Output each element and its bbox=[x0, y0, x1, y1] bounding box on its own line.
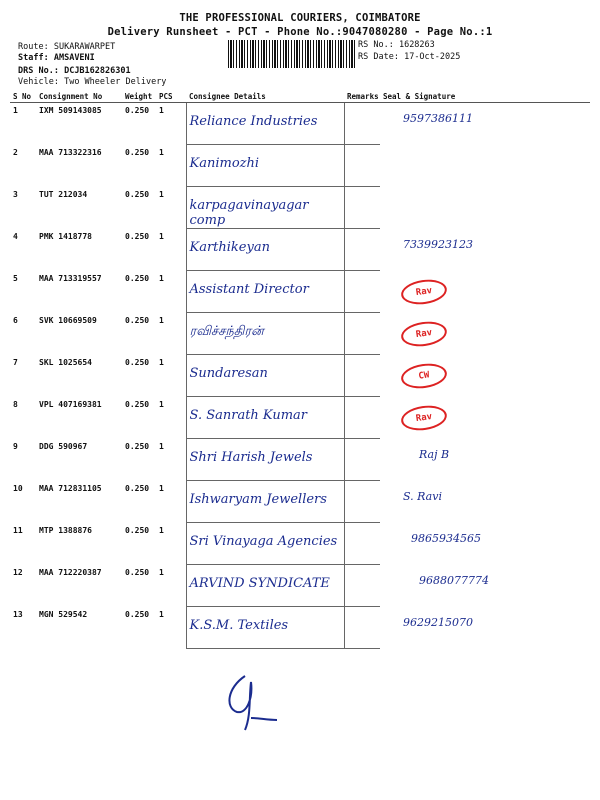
staff-label: Staff: bbox=[18, 53, 49, 63]
consignee-handwriting: Ishwaryam Jewellers bbox=[189, 492, 327, 507]
signature-text: 9629215070 bbox=[403, 615, 473, 629]
row-remarks bbox=[344, 145, 380, 187]
seal-stamp: CW bbox=[400, 360, 449, 390]
signature-text: S. Ravi bbox=[403, 489, 442, 503]
row-sno: 2 bbox=[13, 147, 18, 157]
row-pcs: 1 bbox=[159, 357, 164, 367]
col-pcs: PCS bbox=[156, 90, 186, 103]
row-signature bbox=[380, 313, 590, 355]
row-sno: 7 bbox=[13, 357, 18, 367]
row-sno: 5 bbox=[13, 273, 18, 283]
consignee-handwriting: ரவிச்சந்திரன் bbox=[189, 324, 264, 339]
signature-text: 9865934565 bbox=[411, 531, 481, 545]
row-consignment: IXM 509143085 bbox=[39, 106, 102, 115]
row-consignment: MAA 712831105 bbox=[39, 483, 102, 493]
seal-stamp: Rav bbox=[400, 276, 449, 306]
row-consignee bbox=[186, 397, 344, 439]
consignee-handwriting: S. Sanrath Kumar bbox=[189, 408, 308, 423]
row-remarks bbox=[344, 607, 380, 649]
vehicle-value: Two Wheeler Delivery bbox=[64, 77, 167, 87]
consignee-handwriting: Sri Vinayaga Agencies bbox=[189, 534, 338, 549]
row-remarks bbox=[344, 271, 380, 313]
drs-label: DRS No.: bbox=[18, 66, 59, 76]
row-remarks bbox=[344, 103, 380, 145]
col-consignment: Consignment No bbox=[36, 90, 122, 103]
table-row bbox=[10, 397, 590, 439]
row-pcs: 1 bbox=[159, 273, 164, 283]
rs-date-line bbox=[358, 52, 460, 62]
row-signature bbox=[380, 187, 590, 229]
row-consignment: SVK 10669509 bbox=[39, 315, 97, 325]
col-remarks: Remarks bbox=[344, 90, 380, 103]
row-consignee bbox=[186, 607, 344, 649]
rs-date-value: 17-Oct-2025 bbox=[404, 52, 461, 62]
row-consignee bbox=[186, 271, 344, 313]
row-consignment: MAA 713319557 bbox=[39, 273, 102, 283]
row-remarks bbox=[344, 397, 380, 439]
row-signature bbox=[380, 439, 590, 481]
row-pcs: 1 bbox=[159, 147, 164, 157]
row-signature bbox=[380, 397, 590, 439]
row-weight: 0.250 bbox=[125, 189, 150, 199]
table-row bbox=[10, 103, 590, 145]
row-remarks bbox=[344, 565, 380, 607]
consignee-handwriting: karpagavinayagar comp bbox=[189, 198, 309, 228]
row-pcs: 1 bbox=[159, 231, 164, 241]
route-label: Route: bbox=[18, 42, 49, 52]
rs-no-label: RS No.: bbox=[358, 40, 394, 50]
seal-stamp: Rav bbox=[400, 318, 449, 348]
vehicle-line bbox=[18, 77, 166, 87]
consignee-handwriting: Kanimozhi bbox=[189, 156, 260, 171]
consignee-handwriting: K.S.M. Textiles bbox=[189, 618, 289, 633]
table-header bbox=[10, 90, 590, 103]
rs-date-label: RS Date: bbox=[358, 52, 399, 62]
row-sno: 6 bbox=[13, 315, 18, 325]
row-pcs: 1 bbox=[159, 483, 164, 493]
row-pcs: 1 bbox=[159, 441, 164, 451]
row-consignee bbox=[186, 187, 344, 229]
signature-text: 9597386111 bbox=[403, 112, 473, 125]
staff-value: AMSAVENI bbox=[53, 53, 95, 63]
row-pcs: 1 bbox=[159, 315, 164, 325]
row-pcs: 1 bbox=[159, 399, 164, 409]
row-weight: 0.250 bbox=[125, 525, 150, 535]
row-weight: 0.250 bbox=[125, 147, 150, 157]
row-signature bbox=[380, 607, 590, 649]
row-signature bbox=[380, 145, 590, 187]
row-remarks bbox=[344, 523, 380, 565]
row-consignment: MGN 529542 bbox=[39, 609, 88, 619]
seal-stamp: Rav bbox=[400, 402, 449, 432]
row-remarks bbox=[344, 481, 380, 523]
table-row bbox=[10, 271, 590, 313]
staff-line bbox=[18, 53, 95, 63]
row-signature bbox=[380, 523, 590, 565]
signature-text: 9688077774 bbox=[419, 573, 489, 587]
consignee-handwriting: Karthikeyan bbox=[189, 240, 270, 255]
runsheet-title: Delivery Runsheet - PCT - Phone No.:9047080280 - Page No.:1 bbox=[107, 26, 493, 38]
row-consignment: MAA 713322316 bbox=[39, 147, 102, 157]
table-row bbox=[10, 313, 590, 355]
row-weight: 0.250 bbox=[125, 483, 150, 493]
row-weight: 0.250 bbox=[125, 609, 150, 619]
row-sno: 12 bbox=[13, 567, 23, 577]
table-row bbox=[10, 523, 590, 565]
row-weight: 0.250 bbox=[125, 315, 150, 325]
col-consignee: Consignee Details bbox=[186, 90, 344, 103]
company-title: THE PROFESSIONAL COURIERS, COIMBATORE bbox=[179, 12, 421, 24]
staff-signature bbox=[215, 668, 285, 738]
row-consignment: TUT 212034 bbox=[39, 189, 88, 199]
rs-no-line bbox=[358, 40, 435, 50]
table-row bbox=[10, 607, 590, 649]
row-weight: 0.250 bbox=[125, 231, 150, 241]
row-sno: 3 bbox=[13, 189, 18, 199]
table-row bbox=[10, 145, 590, 187]
row-sno: 1 bbox=[13, 106, 18, 115]
row-pcs: 1 bbox=[159, 106, 164, 115]
table-row bbox=[10, 187, 590, 229]
row-remarks bbox=[344, 355, 380, 397]
row-sno: 8 bbox=[13, 399, 18, 409]
row-weight: 0.250 bbox=[125, 567, 150, 577]
row-consignee bbox=[186, 565, 344, 607]
consignee-handwriting: Sundaresan bbox=[189, 366, 268, 381]
drs-line bbox=[18, 66, 131, 76]
col-signature: Seal & Signature bbox=[380, 90, 590, 103]
row-consignee bbox=[186, 229, 344, 271]
row-consignee bbox=[186, 355, 344, 397]
row-signature bbox=[380, 103, 590, 145]
row-remarks bbox=[344, 187, 380, 229]
col-sno: S No bbox=[10, 90, 36, 103]
route-value: SUKARAWARPET bbox=[53, 42, 116, 52]
row-consignee bbox=[186, 481, 344, 523]
runsheet-table bbox=[10, 90, 590, 649]
signature-text: Raj B bbox=[419, 447, 450, 461]
row-consignment: DDG 590967 bbox=[39, 441, 88, 451]
row-consignee bbox=[186, 523, 344, 565]
table-row bbox=[10, 229, 590, 271]
row-consignment: PMK 1418778 bbox=[39, 231, 92, 241]
row-consignee bbox=[186, 439, 344, 481]
row-weight: 0.250 bbox=[125, 273, 150, 283]
row-weight: 0.250 bbox=[125, 441, 150, 451]
row-signature bbox=[380, 229, 590, 271]
row-pcs: 1 bbox=[159, 567, 164, 577]
row-signature bbox=[380, 565, 590, 607]
table-row bbox=[10, 481, 590, 523]
table-row bbox=[10, 355, 590, 397]
consignee-handwriting: Assistant Director bbox=[189, 282, 309, 297]
vehicle-label: Vehicle: bbox=[18, 77, 59, 87]
barcode bbox=[228, 40, 356, 68]
row-remarks bbox=[344, 229, 380, 271]
row-pcs: 1 bbox=[159, 189, 164, 199]
row-pcs: 1 bbox=[159, 525, 164, 535]
row-pcs: 1 bbox=[159, 609, 164, 619]
row-consignee bbox=[186, 313, 344, 355]
row-sno: 11 bbox=[13, 525, 23, 535]
row-sno: 9 bbox=[13, 441, 18, 451]
row-signature bbox=[380, 271, 590, 313]
row-weight: 0.250 bbox=[125, 106, 150, 115]
rs-no-value: 1628263 bbox=[398, 40, 435, 50]
table-row bbox=[10, 565, 590, 607]
signature-text: 7339923123 bbox=[403, 237, 473, 251]
table-row bbox=[10, 439, 590, 481]
row-weight: 0.250 bbox=[125, 399, 150, 409]
row-signature bbox=[380, 481, 590, 523]
consignee-handwriting: Reliance Industries bbox=[189, 114, 318, 129]
row-consignment: MAA 712220387 bbox=[39, 567, 102, 577]
row-consignment: SKL 1025654 bbox=[39, 357, 92, 367]
consignee-handwriting: ARVIND SYNDICATE bbox=[189, 576, 330, 591]
drs-value: DCJB162826301 bbox=[64, 66, 131, 76]
row-remarks bbox=[344, 313, 380, 355]
row-consignment: MTP 1388876 bbox=[39, 525, 92, 535]
row-sno: 4 bbox=[13, 231, 18, 241]
row-weight: 0.250 bbox=[125, 357, 150, 367]
row-consignee bbox=[186, 145, 344, 187]
row-signature bbox=[380, 355, 590, 397]
route-line bbox=[18, 42, 115, 52]
row-sno: 10 bbox=[13, 483, 23, 493]
row-sno: 13 bbox=[13, 609, 23, 619]
row-consignee bbox=[186, 103, 344, 145]
consignee-handwriting: Shri Harish Jewels bbox=[189, 450, 313, 465]
row-remarks bbox=[344, 439, 380, 481]
row-consignment: VPL 407169381 bbox=[39, 399, 102, 409]
col-weight: Weight bbox=[122, 90, 156, 103]
